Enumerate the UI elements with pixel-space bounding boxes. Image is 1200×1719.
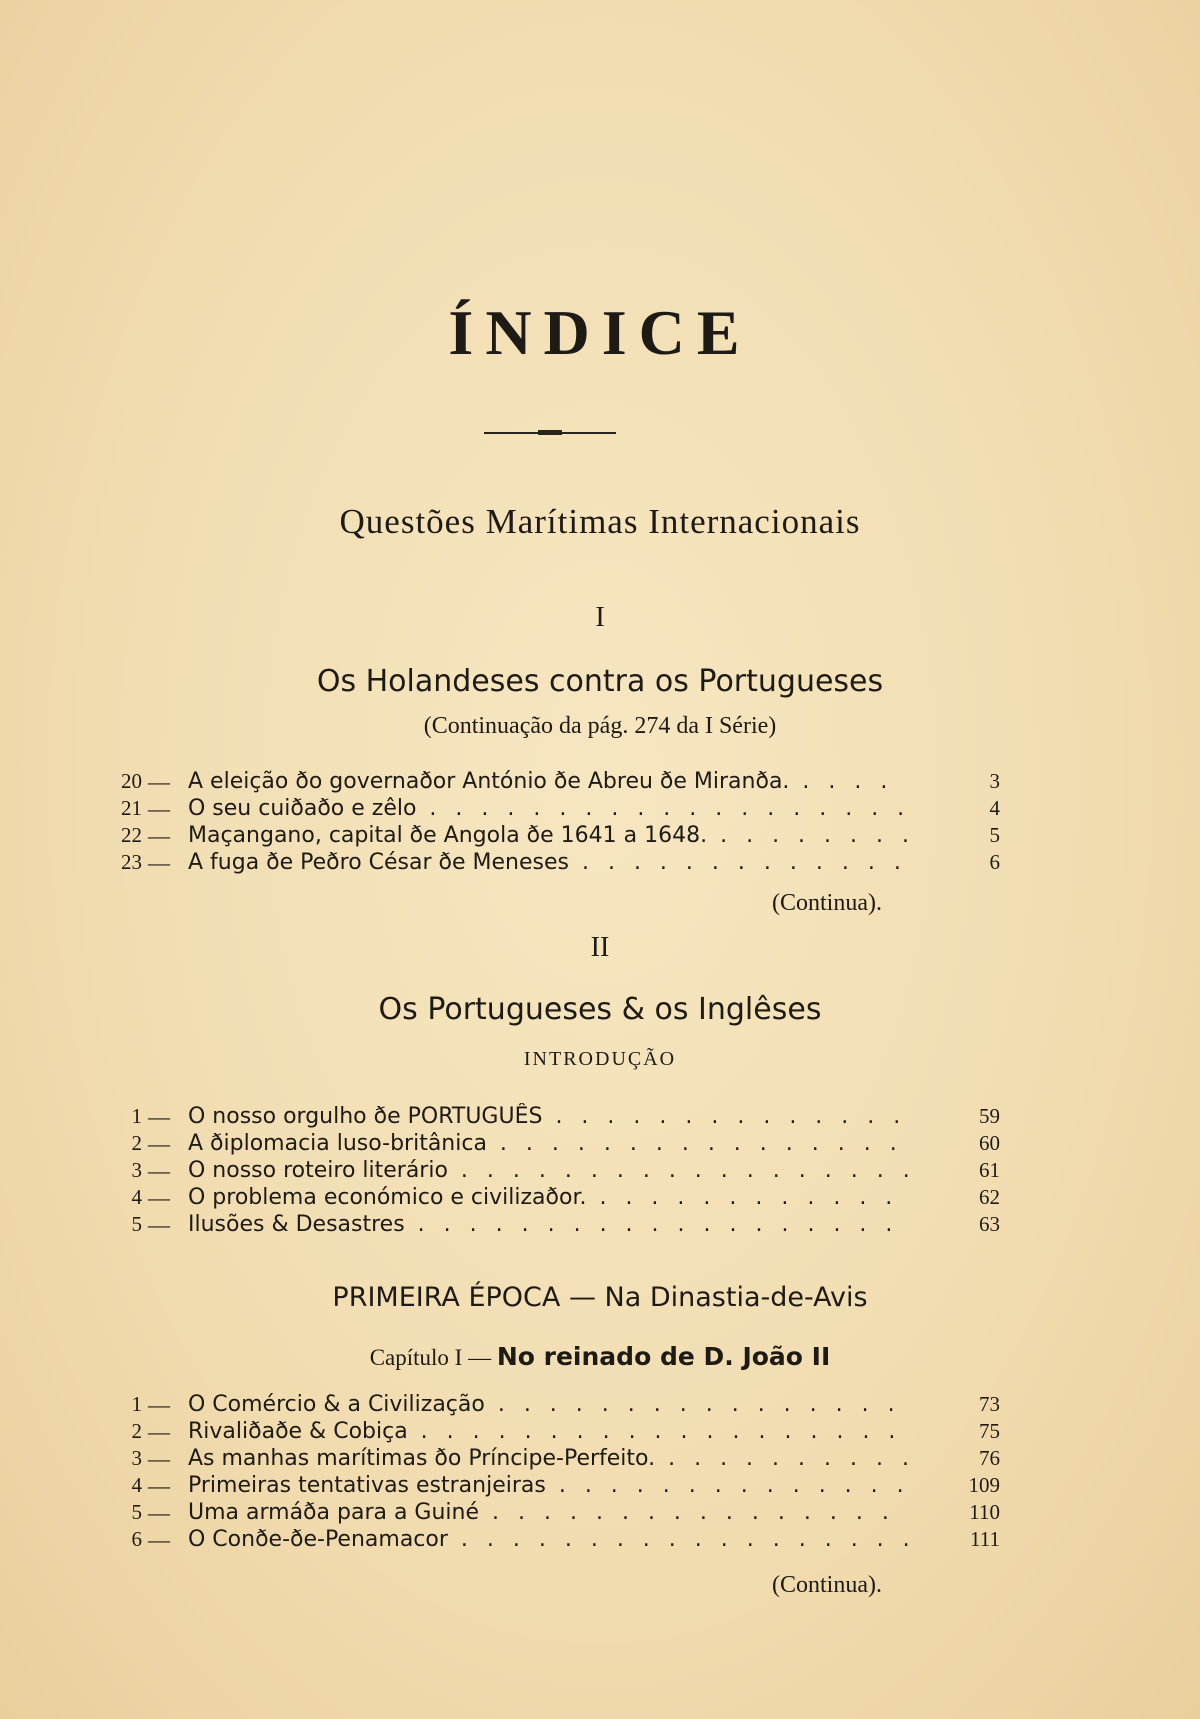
entry-text: A eleição ðo governaðor António ðe Abreu ðe Miranða. . . . [188, 768, 908, 795]
entry-text: Maçangano, capital ðe Angola ðe 1641 a 1648. . . . [188, 822, 908, 849]
list-item [100, 1445, 1000, 1472]
entry-dash: — [148, 1419, 170, 1444]
entry-dash: — [148, 850, 170, 875]
list-item [100, 1130, 1000, 1157]
list-item [100, 768, 1000, 795]
epoch-continua: (Continua). [772, 1572, 882, 1598]
entry-text: Primeiras tentativas estranjeiras . . . [188, 1472, 908, 1499]
list-item [100, 1157, 1000, 1184]
entry-number: 3 [131, 1158, 142, 1182]
entry-page: 61 [979, 1158, 1000, 1182]
entry-page: 110 [969, 1500, 1000, 1524]
chapter-label: Capítulo I — [369, 1345, 492, 1370]
epoch-title: PRIMEIRA ÉPOCA — Na Dinastia-de-Avis [332, 1282, 868, 1313]
entry-dash: — [148, 1158, 170, 1183]
list-item [100, 1526, 1000, 1553]
entry-dash: — [148, 1392, 170, 1417]
entry-page: 76 [979, 1446, 1000, 1470]
entry-dash: — [148, 823, 170, 848]
list-item [100, 1184, 1000, 1211]
entry-text: O seu cuiðaðo e zêlo . . . [188, 795, 908, 822]
part1-roman: I [595, 602, 605, 633]
entry-number: 5 [131, 1212, 142, 1236]
entry-page: 3 [989, 769, 1000, 793]
entry-number: 3 [131, 1446, 142, 1470]
entry-page: 60 [979, 1131, 1000, 1155]
entry-text: Rivaliðaðe & Cobiça . . . [188, 1418, 908, 1445]
entry-number: 1 [131, 1392, 142, 1416]
part1-continua: (Continua). [772, 890, 882, 916]
entry-number: 2 [131, 1131, 142, 1155]
entry-page: 6 [989, 850, 1000, 874]
entry-text: Uma armáða para a Guiné . . . [188, 1499, 908, 1526]
chapter-heading [0, 1342, 1200, 1371]
entry-page: 62 [979, 1185, 1000, 1209]
entry-text: O nosso orgulho ðe PORTUGUÊS . . . [188, 1103, 908, 1130]
entry-page: 109 [968, 1473, 1000, 1497]
entry-dash: — [148, 769, 170, 794]
part2-title: Os Portugueses & os Inglêses [378, 992, 822, 1027]
entry-text: O Conðe-ðe-Penamacor . . . [188, 1526, 908, 1553]
entry-dash: — [148, 1473, 170, 1498]
section-title: Questões Marítimas Internacionais [339, 502, 861, 541]
part1-title: Os Holandeses contra os Portugueses [316, 664, 884, 699]
entry-dash: — [148, 1527, 170, 1552]
chapter-title: No reinado de D. João II [496, 1342, 831, 1371]
list-item [100, 1103, 1000, 1130]
entry-page: 59 [979, 1104, 1000, 1128]
entry-page: 4 [989, 796, 1000, 820]
entry-page: 5 [989, 823, 1000, 847]
list-item [100, 1211, 1000, 1238]
entry-number: 4 [131, 1473, 142, 1497]
entry-dash: — [148, 796, 170, 821]
part2-roman: II [590, 932, 610, 963]
list-item [100, 822, 1000, 849]
entry-number: 23 [121, 850, 142, 874]
entry-number: 2 [131, 1419, 142, 1443]
entry-number: 4 [131, 1185, 142, 1209]
entry-text: A ðiplomacia luso-britânica . . . [188, 1130, 908, 1157]
entry-dash: — [148, 1446, 170, 1471]
list-item [100, 1391, 1000, 1418]
entry-dash: — [148, 1500, 170, 1525]
part1-list [100, 768, 1000, 876]
entry-dash: — [148, 1131, 170, 1156]
list-item [100, 1472, 1000, 1499]
entry-page: 111 [970, 1527, 1000, 1551]
entry-text: O problema económico e civilizaðor. . . . [188, 1184, 908, 1211]
list-item [100, 849, 1000, 876]
entry-text: O nosso roteiro literário . . . [188, 1157, 908, 1184]
entry-number: 5 [131, 1500, 142, 1524]
entry-dash: — [148, 1212, 170, 1237]
part1-note: (Continuação da pág. 274 da I Série) [423, 713, 777, 739]
page-title: ÍNDICE [448, 297, 752, 368]
entry-number: 6 [131, 1527, 142, 1551]
entry-dash: — [148, 1185, 170, 1210]
part2-intro-label: INTRODUÇÃO [523, 1048, 677, 1070]
entry-number: 21 [121, 796, 142, 820]
entry-text: Ilusões & Desastres . . . [188, 1211, 908, 1238]
entry-text: As manhas marítimas ðo Príncipe-Perfeito. . . . [188, 1445, 908, 1472]
list-item [100, 1418, 1000, 1445]
list-item [100, 1499, 1000, 1526]
entry-number: 22 [121, 823, 142, 847]
entry-text: A fuga ðe Peðro César ðe Meneses . . . [188, 849, 908, 876]
entry-number: 20 [121, 769, 142, 793]
entry-page: 75 [979, 1419, 1000, 1443]
part2-list [100, 1103, 1000, 1238]
entry-number: 1 [131, 1104, 142, 1128]
list-item [100, 795, 1000, 822]
entry-text: O Comércio & a Civilização . . . [188, 1391, 908, 1418]
entry-page: 73 [979, 1392, 1000, 1416]
entry-page: 63 [979, 1212, 1000, 1236]
title-divider [484, 432, 616, 434]
entry-dash: — [148, 1104, 170, 1129]
epoch-list [100, 1391, 1000, 1553]
